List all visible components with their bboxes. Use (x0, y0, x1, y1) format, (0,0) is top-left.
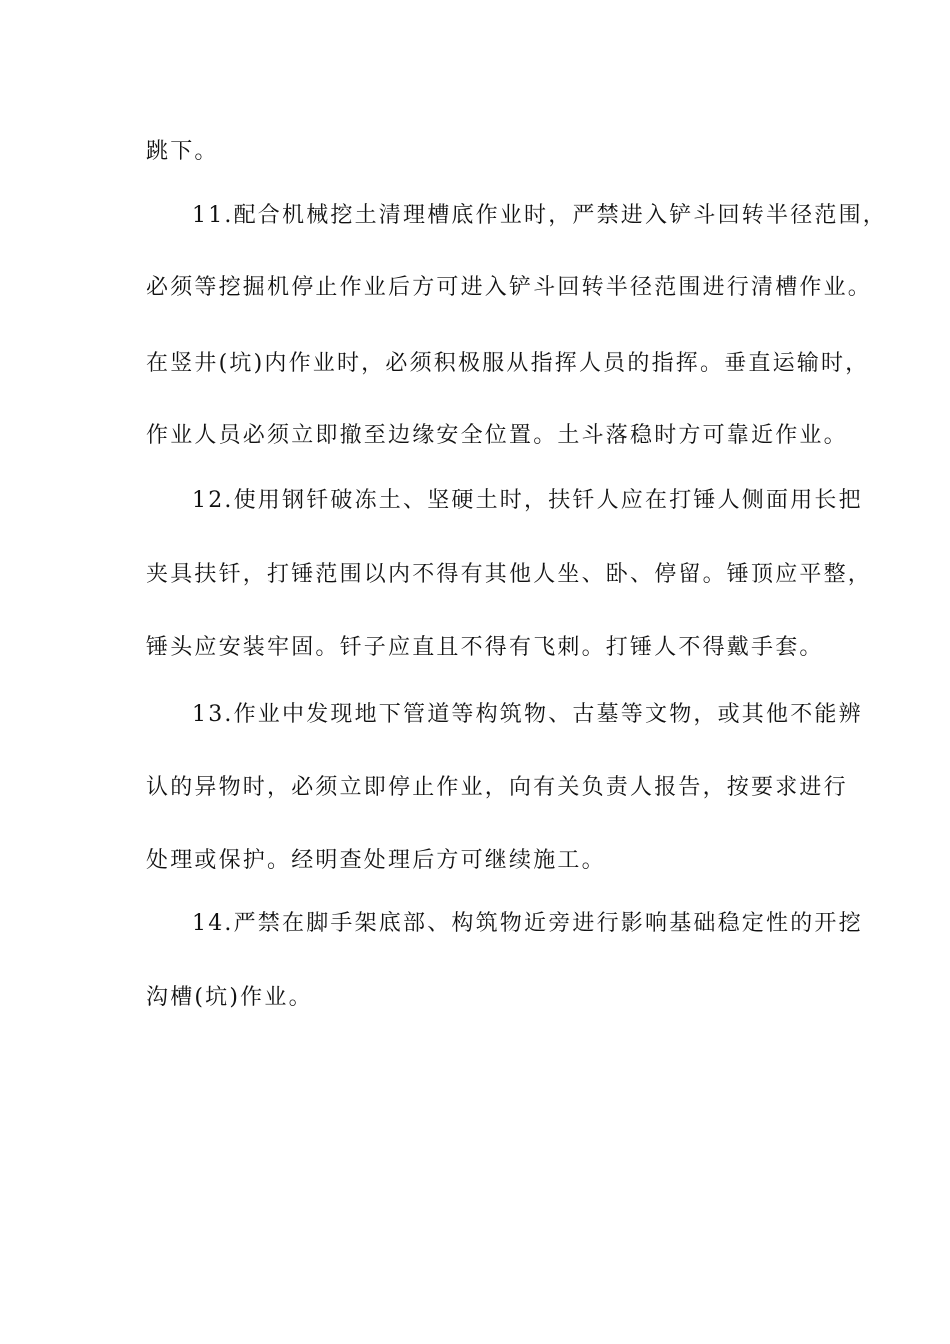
paragraph-12-line-1: 12.使用钢钎破冻土、坚硬土时，扶钎人应在打锤人侧面用长把 (192, 488, 863, 513)
text-line: 在竖井(坑)内作业时，必须积极服从指挥人员的指挥。垂直运输时， (146, 351, 870, 376)
text-line: 作业人员必须立即撤至边缘安全位置。土斗落稳时方可靠近作业。 (146, 423, 848, 448)
text-line: 沟槽(坑)作业。 (146, 985, 313, 1010)
text-line: 跳下。 (146, 139, 219, 164)
paragraph-14-line-1: 14.严禁在脚手架底部、构筑物近旁进行影响基础稳定性的开挖 (192, 911, 863, 936)
text-line: 认的异物时，必须立即停止作业，向有关负责人报告，按要求进行 (146, 775, 848, 800)
text-line: 夹具扶钎，打锤范围以内不得有其他人坐、卧、停留。锤顶应平整， (146, 562, 873, 587)
text-line: 处理或保护。经明查处理后方可继续施工。 (146, 848, 606, 873)
text-line: 必须等挖掘机停止作业后方可进入铲斗回转半径范围进行清槽作业。 (146, 275, 873, 300)
paragraph-13-line-1: 13.作业中发现地下管道等构筑物、古墓等文物，或其他不能辨 (192, 702, 863, 727)
text-line: 锤头应安装牢固。钎子应直且不得有飞刺。打锤人不得戴手套。 (146, 635, 824, 660)
paragraph-11-line-1: 11.配合机械挖土清理槽底作业时，严禁进入铲斗回转半径范围， (192, 203, 887, 228)
